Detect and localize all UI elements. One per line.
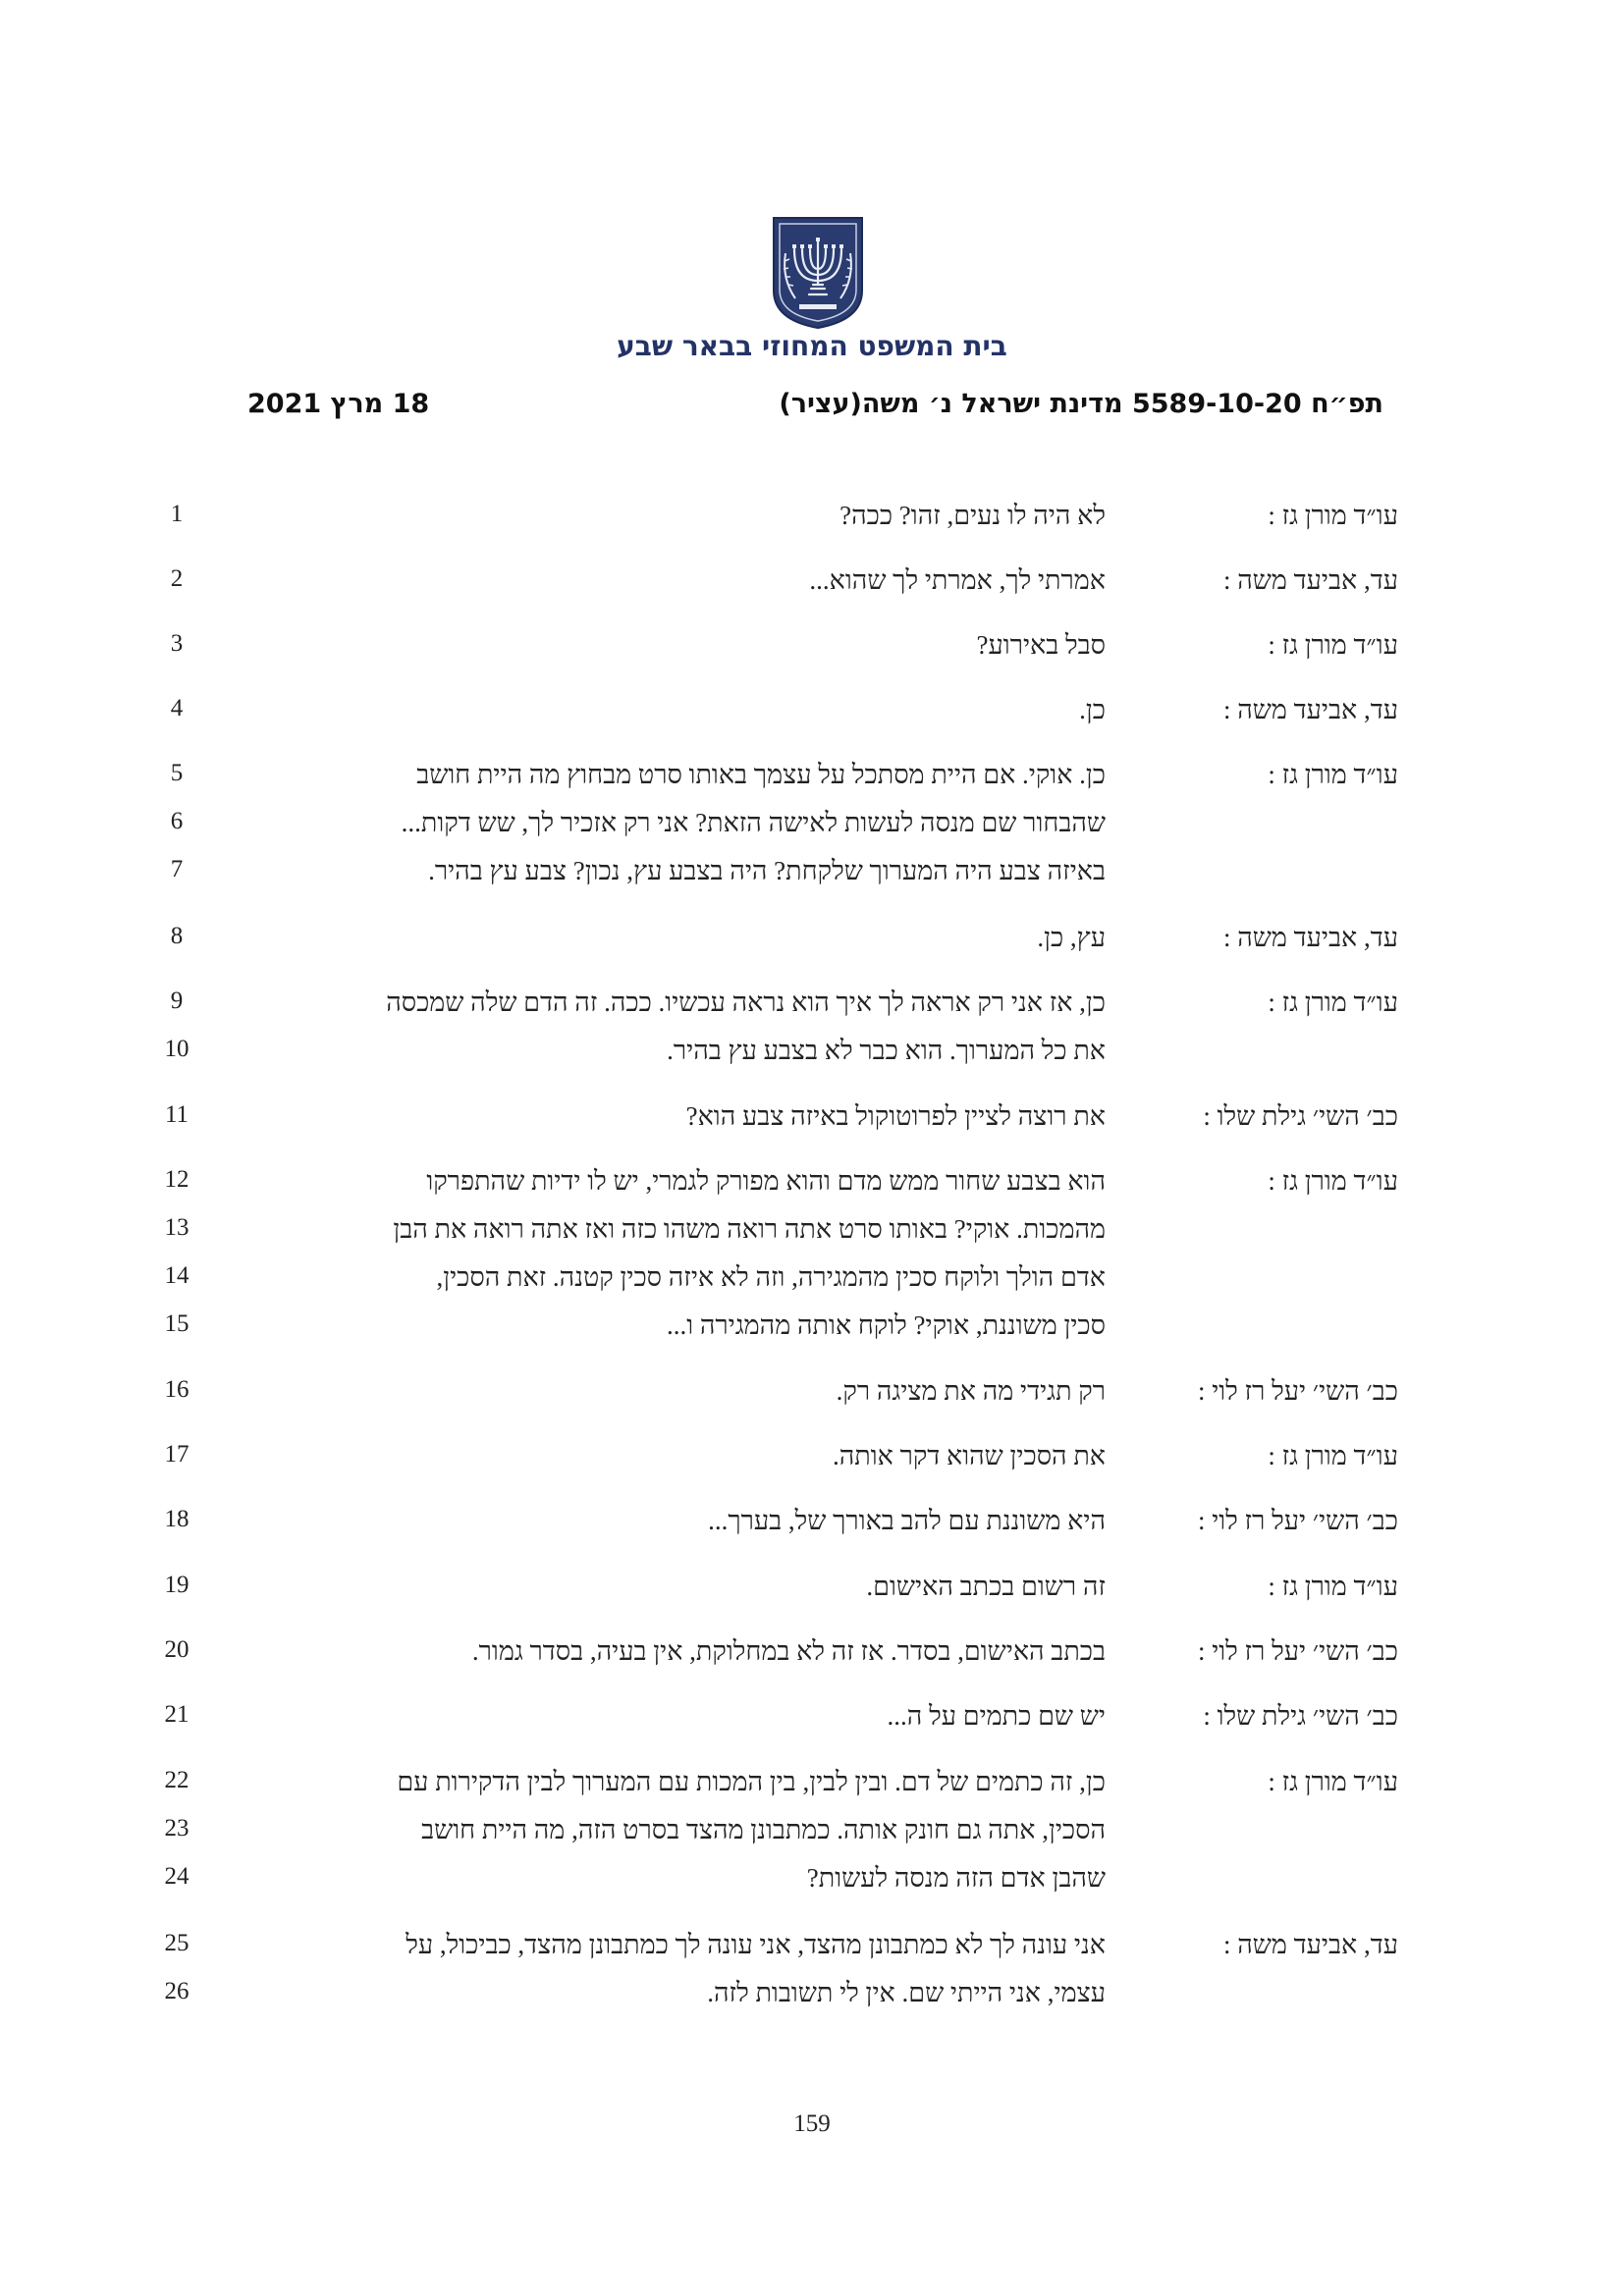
transcript-line: יש שם כתמים על ה... [887,1701,1106,1731]
transcript-line: אדם הולך ולוקח סכין מהמגירה, וזה לא איזה סכין קטנה. זאת הסכין, [436,1262,1106,1292]
speaker-label: עו״ד מורן גז : [1268,1441,1398,1470]
line-number: 11 [164,1101,189,1128]
speaker-label: עו״ד מורן גז : [1268,501,1398,530]
transcript-line: זה רשום בכתב האישום. [866,1572,1106,1601]
line-number: 9 [170,988,184,1014]
line-number: 7 [170,856,184,882]
transcript-line: את כל המערוך. הוא כבר לא בצבע עץ בהיר. [667,1036,1106,1065]
line-number: 2 [170,565,184,592]
state-emblem-icon [770,214,866,330]
speaker-label: עד, אביעד משה : [1223,923,1398,952]
transcript-line: הסכין, אתה גם חונק אותה. כמתבונן מהצד בסרט הזה, מה היית חושב [421,1815,1106,1844]
speaker-label: עו״ד מורן גז : [1268,630,1398,660]
line-number: 22 [164,1767,189,1793]
line-number: 21 [164,1701,189,1728]
line-number: 17 [164,1441,189,1468]
line-number: 5 [170,760,184,786]
line-number: 6 [170,808,184,834]
speaker-label: עד, אביעד משה : [1223,695,1398,724]
transcript-line: אני עונה לך לא כמתבונן מהצד, אני עונה לך כמתבונן מהצד, כביכול, על [406,1930,1106,1959]
line-number: 3 [170,630,184,657]
court-name: בית המשפט המחוזי בבאר שבע [617,330,1007,362]
line-number: 26 [164,1978,189,2004]
line-number: 15 [164,1310,189,1337]
page-number: 159 [793,2110,831,2137]
transcript-line: עץ, כן. [1037,923,1106,952]
transcript-line: כן, זה כתמים של דם. ובין לבין, בין המכות עם המערוך לבין הדקירות עם [397,1767,1106,1796]
speaker-label: עו״ד מורן גז : [1268,1572,1398,1601]
speaker-label: כב׳ השי׳ גילת שלו : [1203,1101,1398,1131]
transcript-line: סבל באירוע? [976,630,1106,660]
transcript-line: אמרתי לך, אמרתי לך שהוא... [809,565,1106,595]
speaker-label: עד, אביעד משה : [1223,1930,1398,1959]
transcript-line: כן. אוקי. אם היית מסתכל על עצמך באותו סרט מבחוץ מה היית חושב [416,760,1106,789]
transcript-line: מהמכות. אוקי? באותו סרט אתה רואה משהו כזה ואז אתה רואה את הבן [393,1214,1106,1244]
line-number: 19 [164,1572,189,1598]
speaker-label: כב׳ השי׳ יעל רז לוי : [1197,1506,1398,1535]
speaker-label: כב׳ השי׳ יעל רז לוי : [1197,1636,1398,1666]
line-number: 18 [164,1506,189,1532]
line-number: 8 [170,923,184,949]
transcript-line: בכתב האישום, בסדר. אז זה לא במחלוקת, אין בעיה, בסדר גמור. [471,1636,1106,1666]
transcript-line: את הסכין שהוא דקר אותה. [832,1441,1106,1470]
line-number: 12 [164,1166,189,1193]
line-number: 24 [164,1863,189,1890]
transcript-line: רק תגידי מה את מציגה רק. [836,1376,1106,1406]
speaker-label: עו״ד מורן גז : [1268,760,1398,789]
line-number: 14 [164,1262,189,1289]
line-number: 10 [164,1036,189,1062]
line-number: 16 [164,1376,189,1403]
transcript-line: סכין משוננת, אוקי? לוקח אותה מהמגירה ו... [666,1310,1106,1340]
transcript-line: היא משוננת עם להב באורך של, בערך... [708,1506,1106,1535]
case-title: תפ״ח 5589-10-20 מדינת ישראל נ׳ משה(עציר) [779,389,1383,419]
transcript-line: שהבן אדם הזה מנסה לעשות? [806,1863,1106,1893]
transcript-line: עצמי, אני הייתי שם. אין לי תשובות לזה. [707,1978,1106,2007]
speaker-label: כב׳ השי׳ גילת שלו : [1203,1701,1398,1731]
line-number: 13 [164,1214,189,1241]
transcript-line: באיזה צבע היה המערוך שלקחת? היה בצבע עץ, נכון? צבע עץ בהיר. [428,856,1106,885]
speaker-label: כב׳ השי׳ יעל רז לוי : [1197,1376,1398,1406]
line-number: 1 [170,501,184,527]
transcript-line: כן, אז אני רק אראה לך איך הוא נראה עכשיו. ככה. זה הדם שלה שמכסה [386,988,1106,1017]
transcript-line: הוא בצבע שחור ממש מדם והוא מפורק לגמרי, יש לו ידיות שהתפרקו [426,1166,1106,1196]
speaker-label: עו״ד מורן גז : [1268,1767,1398,1796]
line-number: 25 [164,1930,189,1956]
speaker-label: עו״ד מורן גז : [1268,1166,1398,1196]
line-number: 20 [164,1636,189,1663]
speaker-label: עד, אביעד משה : [1223,565,1398,595]
hearing-date: 18 מרץ 2021 [247,389,430,419]
transcript-line: שהבחור שם מנסה לעשות לאישה הזאת? אני רק אזכיר לך, שש דקות... [401,808,1106,837]
transcript-line: לא היה לו נעים, זהו? ככה? [839,501,1106,530]
transcript-line: את רוצה לציין לפרוטוקול באיזה צבע הוא? [685,1101,1106,1131]
line-number: 4 [170,695,184,721]
transcript-line: כן. [1079,695,1106,724]
speaker-label: עו״ד מורן גז : [1268,988,1398,1017]
line-number: 23 [164,1815,189,1842]
